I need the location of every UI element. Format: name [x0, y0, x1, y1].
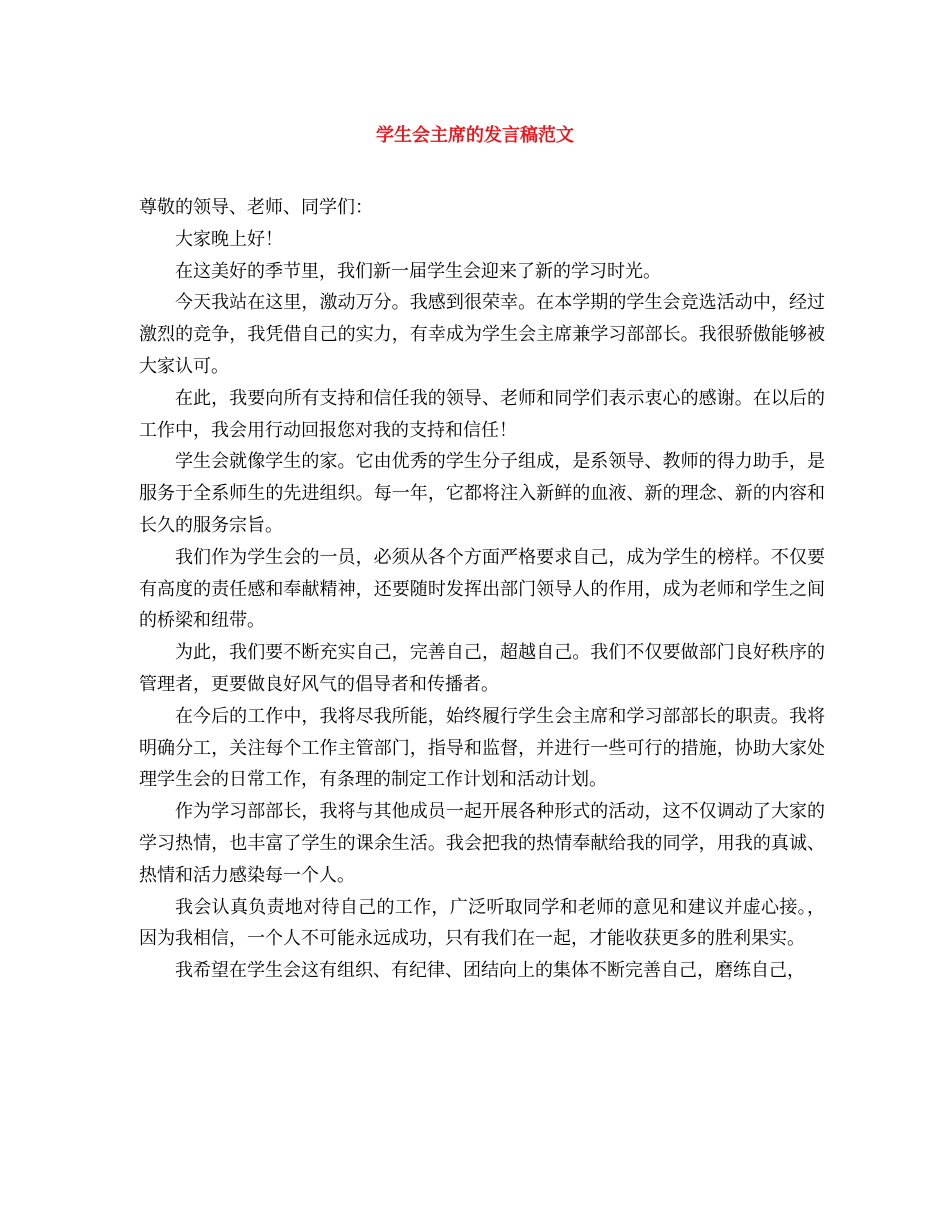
document-title: 学生会主席的发言稿范文 [376, 125, 574, 146]
paragraph: 学生会就像学生的家。它由优秀的学生分子组成，是系领导、教师的得力助手，是服务于全系师生的先进组织。每一年，它都将注入新鲜的血液、新的理念、新的内容和长久的服务宗旨。 [139, 451, 825, 536]
paragraph: 为此，我们要不断充实自己，完善自己，超越自己。我们不仅要做部门良好秩序的管理者，更要做良好风气的倡导者和传播者。 [139, 642, 825, 695]
paragraph: 我希望在学生会这有组织、有纪律、团结向上的集体不断完善自己，磨练自己， [175, 960, 805, 982]
paragraph: 我会认真负责地对待自己的工作，广泛听取同学和老师的意见和建议并虚心接。，因为我相信，一个人不可能永远成功，只有我们在一起，才能收获更多的胜利果实。 [139, 896, 825, 950]
paragraph: 在这美好的季节里，我们新一届学生会迎来了新的学习时光。 [175, 260, 661, 282]
document-body [139, 192, 825, 987]
paragraph: 在此，我要向所有支持和信任我的领导、老师和同学们表示衷心的感谢。在以后的工作中，我会用行动回报您对我的支持和信任！ [139, 387, 825, 441]
paragraph: 今天我站在这里，激动万分。我感到很荣幸。在本学期的学生会竞选活动中，经过激烈的竞争，我凭借自己的实力，有幸成为学生会主席兼学习部部长。我很骄傲能够被大家认可。 [139, 292, 825, 377]
paragraph: 在今后的工作中，我将尽我所能，始终履行学生会主席和学习部部长的职责。我将明确分工，关注每个工作主管部门，指导和监督，并进行一些可行的措施，协助大家处理学生会的日常工作，有条理的制定工作计划和活动计划。 [139, 705, 825, 791]
salutation: 尊敬的领导、老师、同学们： [139, 197, 373, 218]
paragraph: 我们作为学生会的一员，必须从各个方面严格要求自己，成为学生的榜样。不仅要有高度的责任感和奉献精神，还要随时发挥出部门领导人的作用，成为老师和学生之间的桥梁和纽带。 [139, 546, 825, 632]
paragraph: 大家晚上好！ [175, 228, 283, 250]
paragraph: 作为学习部部长，我将与其他成员一起开展各种形式的活动，这不仅调动了大家的学习热情，也丰富了学生的课余生活。我会把我的热情奉献给我的同学，用我的真诚、热情和活力感染每一个人。 [139, 801, 825, 886]
